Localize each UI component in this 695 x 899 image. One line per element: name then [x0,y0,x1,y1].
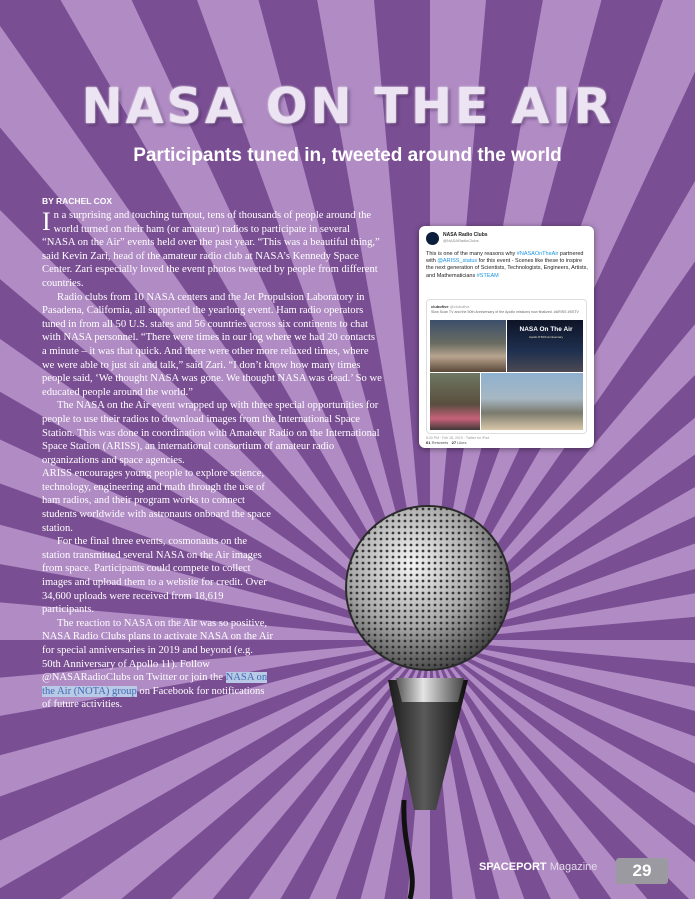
banner-subtitle: Apollo 8 50th Anniversary [528,335,564,339]
paragraph-1-text: n a surprising and touching turnout, tens of thousands of people around the world turned on their ham (or amateur) radios to participate in several “NASA on the Air” events held over the past year. “This was a beautiful thing,” said Kevin Zari, head of the amateur radio club at NASA’s Kennedy Space Center. Zari especially loved the event photos tweeted by people from different countries. [42,210,380,289]
microphone-illustration [318,470,538,899]
tweet-text-c: for this event - Scenes like these to inspire the next generation of Scientists, Technologists, Engineers, Artists, and Mathematicians [426,258,588,279]
retweet-label: Retweets [431,440,449,445]
tweet-timestamp: 8:00 PM · Feb 18, 2019 · Twitter for iPad [426,436,490,440]
hashtag-link[interactable]: #NASAOnTheAir [516,251,559,257]
banner-title: NASA On The Air [519,326,573,333]
paragraph-4: For the final three events, cosmonauts on the station transmitted several NASA on the Air images from space. Participants could compete to collect images and upload them to a website for credit. Over 34,600 uploads were received from 18,619 participants. [42,536,267,616]
photo-grid [430,320,583,430]
tweet-author-name: NASA Radio Clubs [443,232,488,238]
like-label: Likes [457,440,467,445]
like-count: 27 [451,440,457,445]
retweet-count: 61 [426,440,431,445]
page-number: 29 [632,861,652,880]
tweet-text-b: partnered with [426,251,584,265]
quoted-author-name: clubofive [431,304,449,309]
magazine-name-light: Magazine [546,861,598,873]
hashtag-link[interactable]: #STEAM [476,272,499,279]
tweet-stats [426,440,467,445]
paragraph-3: The NASA on the Air event wrapped up with three special opportunities for people to use their radios to download images from the International Space Station. This was done in coordination with Amateur Radio on the International Space Station (ARISS), an international consortium of amateur radio organizations and space agencies. [42,400,380,466]
quoted-tweet-author [431,304,470,309]
paragraph-5-text-b: on Facebook for notifications of future activities. [42,685,265,711]
photo-antenna-outdoors[interactable] [481,373,583,430]
tweet-text-a: This is one of the many reasons why [426,251,517,257]
nota-group-link[interactable]: NASA on the Air (NOTA) group [42,672,268,697]
drop-cap: I [42,207,51,236]
photo-nota-banner[interactable] [507,320,583,372]
avatar [426,232,439,245]
paragraph-1 [42,209,382,291]
paragraph-2: Radio clubs from 10 NASA centers and the Jet Propulsion Laboratory in Pasadena, California, all supported the yearlong event. Ham radio operators tuned in from all 50 U.S. states and 56 countries across six continents to chat with NASA personnel. “There were times in our log where we had 20 contacts a minute – it was that quick. And there were other more relaxed times, where we were able to just sit and talk,” said Zari. “I don’t know how many times people said, ‘We thought NASA was gone. We thought NASA was dead.’ So we educated people around the world.” [42,291,382,398]
paragraph-5-text-a: The reaction to NASA on the Air was so positive, NASA Radio Clubs plans to activate NASA on the Air for special anniversaries in 2019 and beyond (e.g. 50th Anniversary of Apollo 11). Follow @NASARadioClubs on Twitter or join the [42,617,273,684]
mic-cable [404,800,412,899]
paragraph-3-continued: ARISS encourages young people to explore science, technology, engineering and math through the use of ham radios, and their program works to connect students worldwide with astronauts onboard the space station. [42,468,271,534]
magazine-name-bold: SPACEPORT [479,861,547,873]
article-byline: BY RACHEL COX [42,196,113,206]
quoted-author-handle: @clubofive [449,304,470,309]
quoted-tweet[interactable] [426,299,587,434]
paragraph-5 [42,617,274,712]
tweet-author-handle: @NASARadioClubs [443,238,479,243]
mention-link[interactable]: @ARISS_status [437,258,478,265]
photo-child-with-radio[interactable] [430,373,480,430]
page-title: NASA ON THE AIR [81,78,615,135]
page-subtitle: Participants tuned in, tweeted around the world [133,145,562,166]
mic-collar [396,678,464,702]
photo-radio-operators[interactable] [430,320,506,372]
magazine-name [479,861,597,873]
tweet-text [426,251,588,280]
quoted-tweet-text: Slow Scan TV and the 50th Anniversary of the Apollo missions now finalized. #ARISS #SSTV [431,310,579,314]
embedded-tweet[interactable] [419,226,594,448]
